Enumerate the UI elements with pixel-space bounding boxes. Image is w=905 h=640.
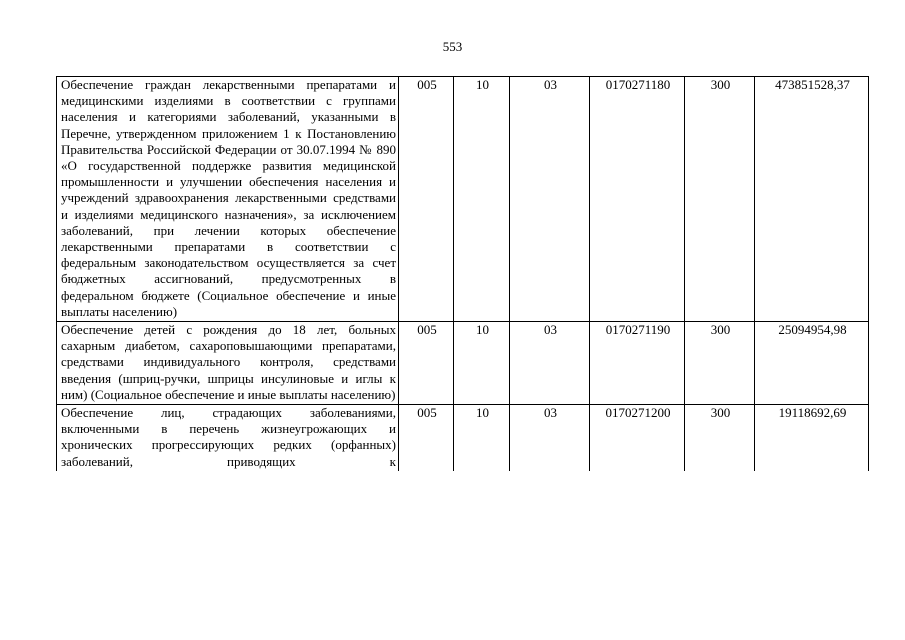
target-article-code: 0170271190 <box>590 322 685 405</box>
subsection-code: 03 <box>510 77 590 322</box>
ministry-code: 005 <box>399 405 454 471</box>
target-article-code: 0170271180 <box>590 77 685 322</box>
subsection-code: 03 <box>510 405 590 471</box>
expense-description: Обеспечение детей с рождения до 18 лет, больных сахарным диабетом, сахароповышающими препаратами, средствами индивидуального контроля, средствами введения (шприц-ручки, шприцы инсулиновые и иглы к ним) (Социальное обеспечение и иные выплаты населению) <box>57 322 399 405</box>
table-row <box>57 322 869 405</box>
subsection-code: 03 <box>510 322 590 405</box>
section-code: 10 <box>454 77 510 322</box>
ministry-code: 005 <box>399 322 454 405</box>
table-row <box>57 405 869 471</box>
amount-value: 25094954,98 <box>755 322 869 405</box>
expense-type-code: 300 <box>685 77 755 322</box>
budget-table <box>56 76 869 471</box>
amount-value: 473851528,37 <box>755 77 869 322</box>
expense-type-code: 300 <box>685 405 755 471</box>
section-code: 10 <box>454 322 510 405</box>
section-code: 10 <box>454 405 510 471</box>
table-row <box>57 77 869 322</box>
expense-description: Обеспечение граждан лекарственными препаратами и медицинскими изделиями в соответствии с группами населения и категориями заболеваний, указанными в Перечне, утвержденном приложением 1 к Постановлению Правительства Российской Федерации от 30.07.1994 № 890 «О государственной поддержке развития медицинской промышленности и улучшении обеспечения населения и учреждений здравоохранения лекарственными средствами и изделиями медицинского назначения», за исключением заболеваний, при лечении которых обеспечение лекарственными препаратами в соответствии с федеральным законодательством осуществляется за счет бюджетных ассигнований, предусмотренных в федеральном бюджете (Социальное обеспечение и иные выплаты населению) <box>57 77 399 322</box>
expense-type-code: 300 <box>685 322 755 405</box>
amount-value: 19118692,69 <box>755 405 869 471</box>
ministry-code: 005 <box>399 77 454 322</box>
expense-description: Обеспечение лиц, страдающих заболеваниями, включенными в перечень жизнеугрожающих и хронических прогрессирующих редких (орфанных) заболеваний, приводящих к <box>57 405 399 471</box>
target-article-code: 0170271200 <box>590 405 685 471</box>
page-number: 553 <box>442 39 463 54</box>
